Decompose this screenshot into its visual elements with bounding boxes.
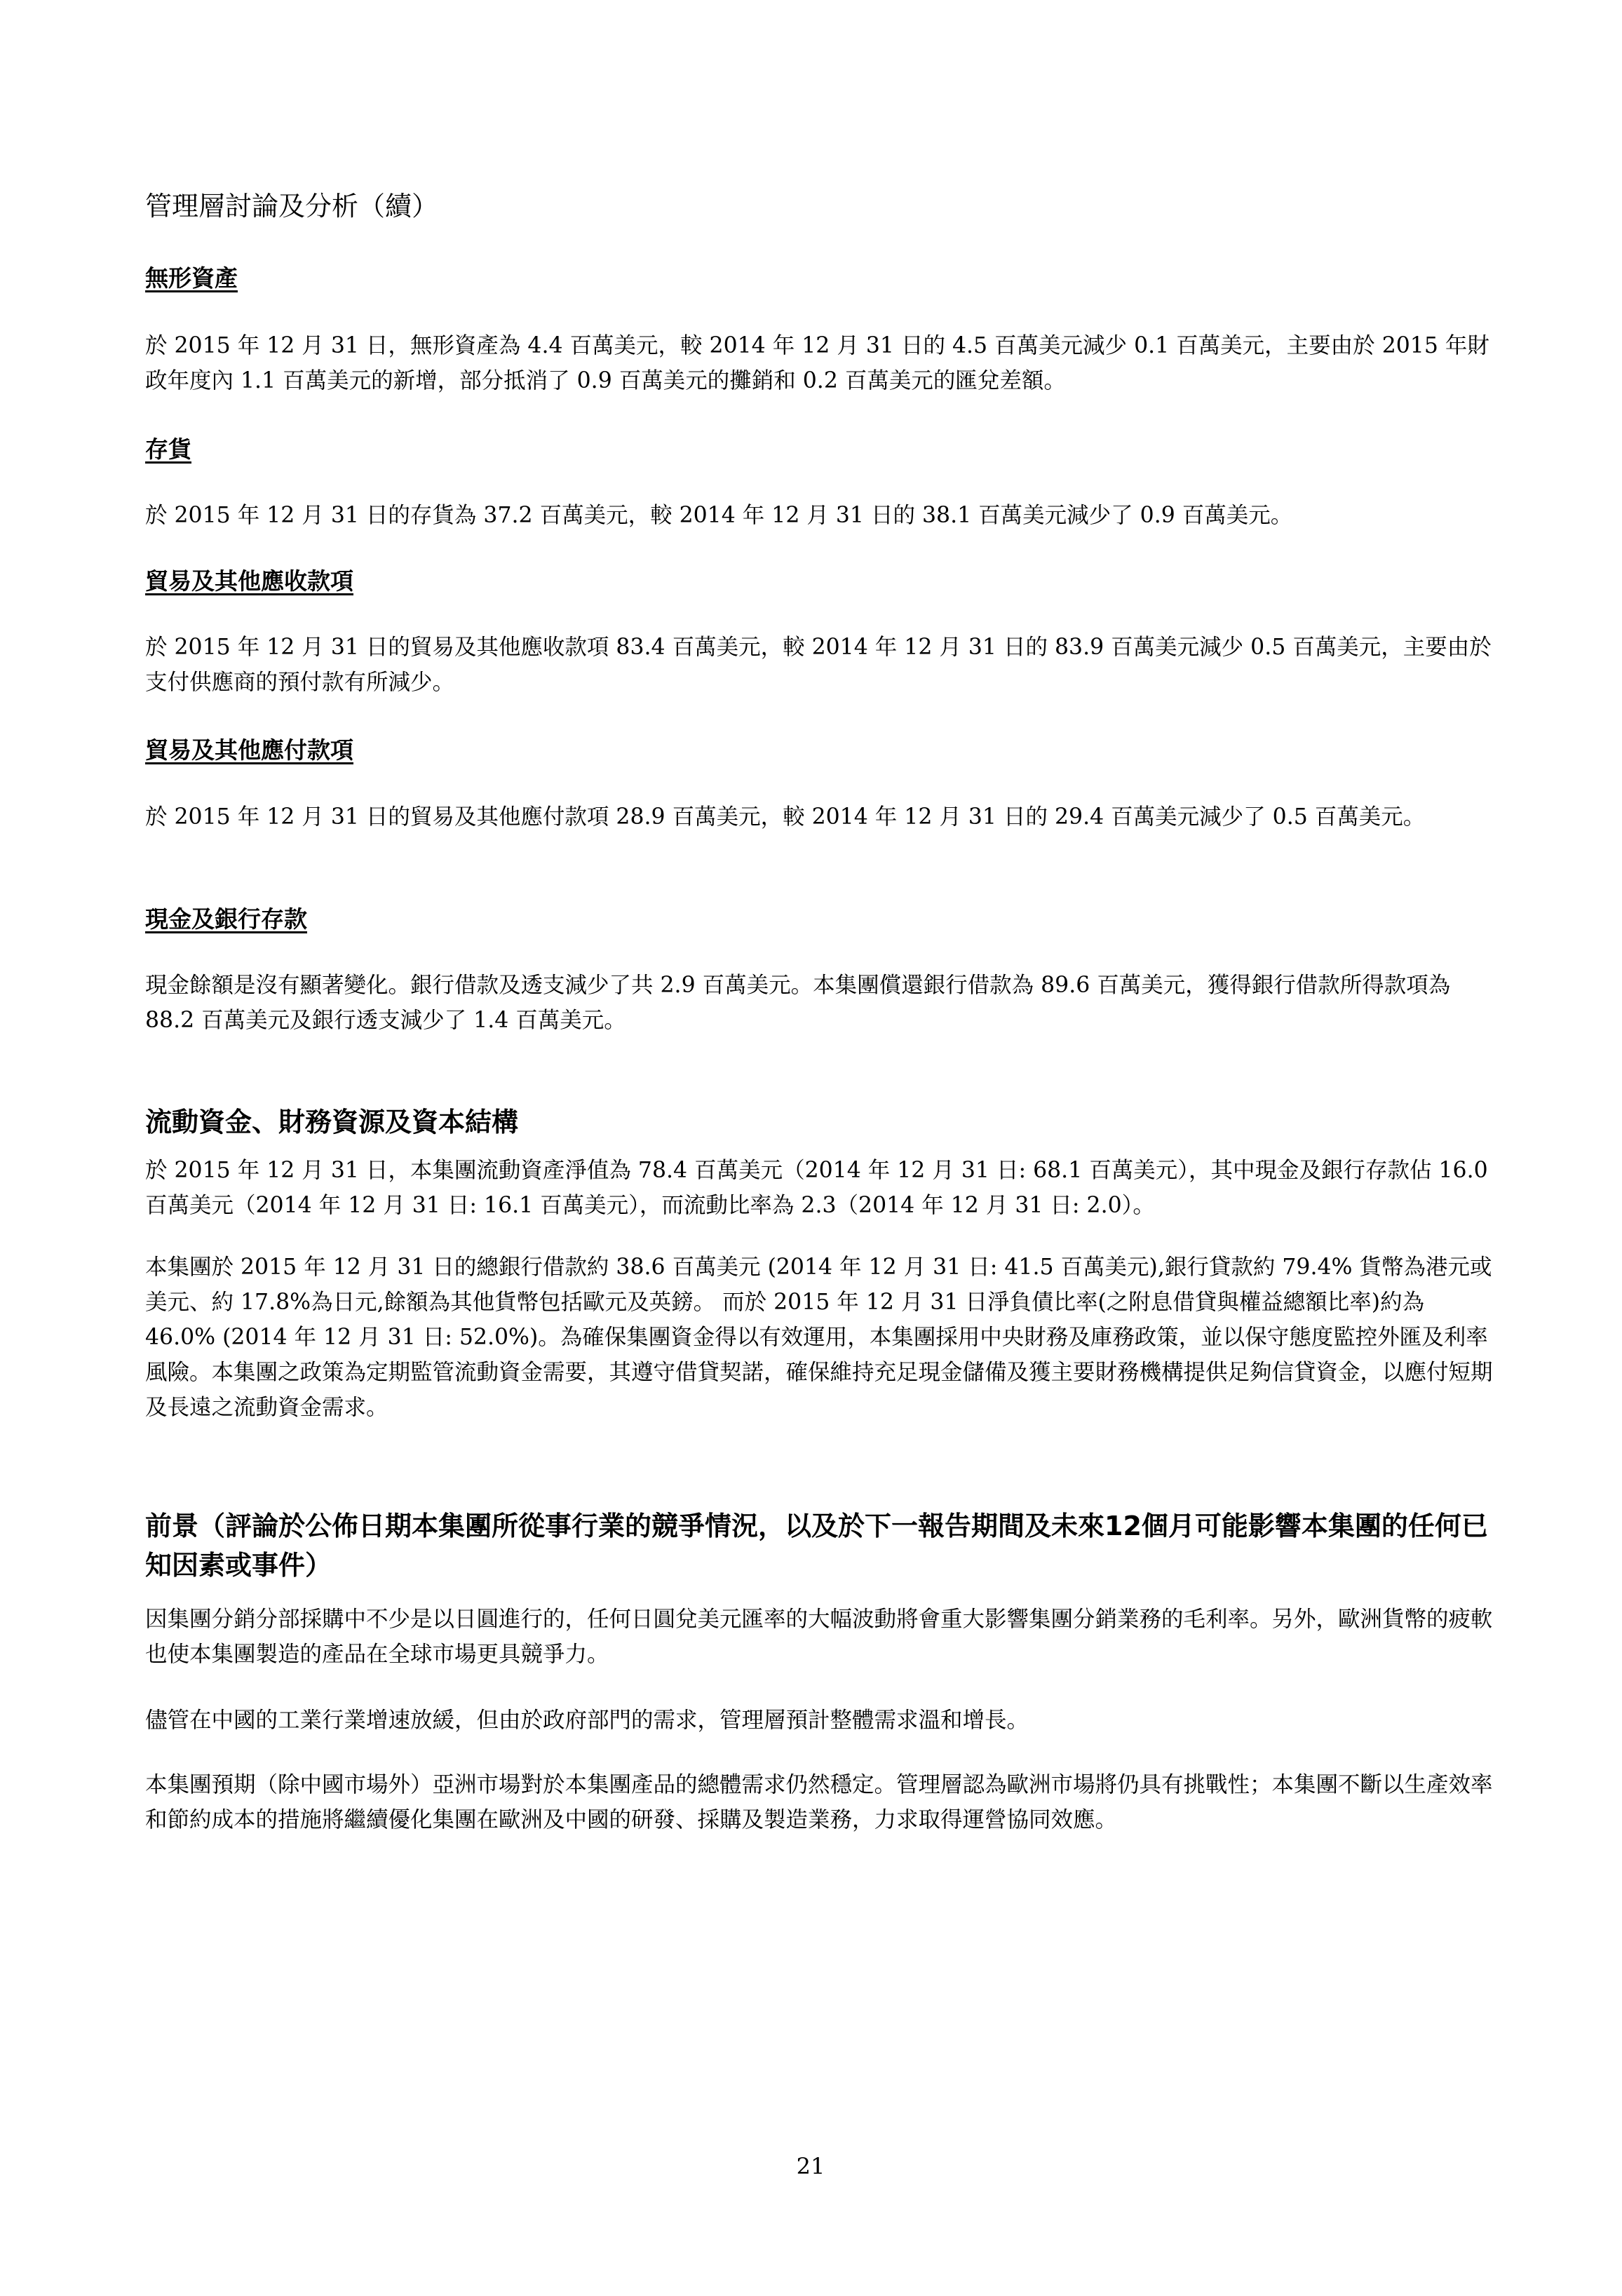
payables-heading: 貿易及其他應付款項 xyxy=(145,736,353,764)
payables-paragraph: 於 2015 年 12 月 31 日的貿易及其他應付款項 28.9 百萬美元，較 2014 年 12 月 31 日的 29.4 百萬美元減少了 0.5 百萬美元。 xyxy=(145,804,1426,830)
inventory-heading: 存貨 xyxy=(145,435,191,463)
intangible-assets-paragraph: 於 2015 年 12 月 31 日，無形資產為 4.4 百萬美元，較 2014 年 12 月 31 日的 4.5 百萬美元減少 0.1 百萬美元，主要由於 2015 年財政年度內 1.1 百萬美元的新增，部分抵消了 0.9 百萬美元的攤銷和 0.2 百萬美元的匯兌差額。 xyxy=(145,333,1489,393)
liquidity-heading: 流動資金、財務資源及資本結構 xyxy=(145,1107,519,1137)
page-title: 管理層討論及分析（續） xyxy=(145,191,439,222)
receivables-heading: 貿易及其他應收款項 xyxy=(145,567,353,595)
receivables-paragraph: 於 2015 年 12 月 31 日的貿易及其他應收款項 83.4 百萬美元，較 2014 年 12 月 31 日的 83.9 百萬美元減少 0.5 百萬美元，主要由於支付供應商的預付款有所減少。 xyxy=(145,635,1492,695)
page-number: 21 xyxy=(796,2153,825,2180)
outlook-paragraph-3: 本集團預期（除中國市場外）亞洲市場對於本集團產品的總體需求仍然穩定。管理層認為歐洲市場將仍具有挑戰性；本集團不斷以生產效率和節約成本的措施將繼續優化集團在歐洲及中國的研發、採購及製造業務，力求取得運營協同效應。 xyxy=(145,1772,1493,1832)
cash-paragraph: 現金餘額是沒有顯著變化。銀行借款及透支減少了共 2.9 百萬美元。本集團償還銀行借款為 89.6 百萬美元，獲得銀行借款所得款項為 88.2 百萬美元及銀行透支減少了 1.4 百萬美元。 xyxy=(145,973,1451,1033)
liquidity-paragraph-1: 於 2015 年 12 月 31 日，本集團流動資產淨值為 78.4 百萬美元（2014 年 12 月 31 日: 68.1 百萬美元），其中現金及銀行存款佔 16.0 百萬美元（2014 年 12 月 31 日: 16.1 百萬美元），而流動比率為 2.3（2014 年 12 月 31 日: 2.0）。 xyxy=(145,1158,1488,1218)
inventory-paragraph: 於 2015 年 12 月 31 日的存貨為 37.2 百萬美元，較 2014 年 12 月 31 日的 38.1 百萬美元減少了 0.9 百萬美元。 xyxy=(145,503,1293,528)
liquidity-paragraph-2: 本集團於 2015 年 12 月 31 日的總銀行借款約 38.6 百萬美元 (2014 年 12 月 31 日: 41.5 百萬美元),銀行貸款約 79.4% 貨幣為港元或美元、約 17.8%為日元,餘額為其他貨幣包括歐元及英鎊。 而於 2015 年 12 月 31 日淨負債比率(之附息借貸與權益總額比率)約為 46.0% (2014 年 12 月 31 日: 52.0%)。為確保集團資金得以有效運用，本集團採用中央財務及庫務政策，並以保守態度監控外匯及利率風險。本集團之政策為定期監管流動資金需要，其遵守借貸契諾，確保維持充足現金儲備及獲主要財務機構提供足夠信貸資金，以應付短期及長遠之流動資金需求。 xyxy=(145,1255,1493,1420)
intangible-assets-heading: 無形資產 xyxy=(145,264,238,292)
cash-heading: 現金及銀行存款 xyxy=(145,905,307,933)
outlook-paragraph-1: 因集團分銷分部採購中不少是以日圓進行的，任何日圓兌美元匯率的大幅波動將會重大影響集團分銷業務的毛利率。另外，歐洲貨幣的疲軟也使本集團製造的產品在全球市場更具競爭力。 xyxy=(145,1607,1493,1667)
outlook-heading: 前景（評論於公佈日期本集團所從事行業的競爭情況，以及於下一報告期間及未來12個月可能影響本集團的任何已知因素或事件） xyxy=(145,1511,1488,1581)
outlook-paragraph-2: 儘管在中國的工業行業增速放緩，但由於政府部門的需求，管理層預計整體需求溫和增長。 xyxy=(145,1708,1029,1733)
